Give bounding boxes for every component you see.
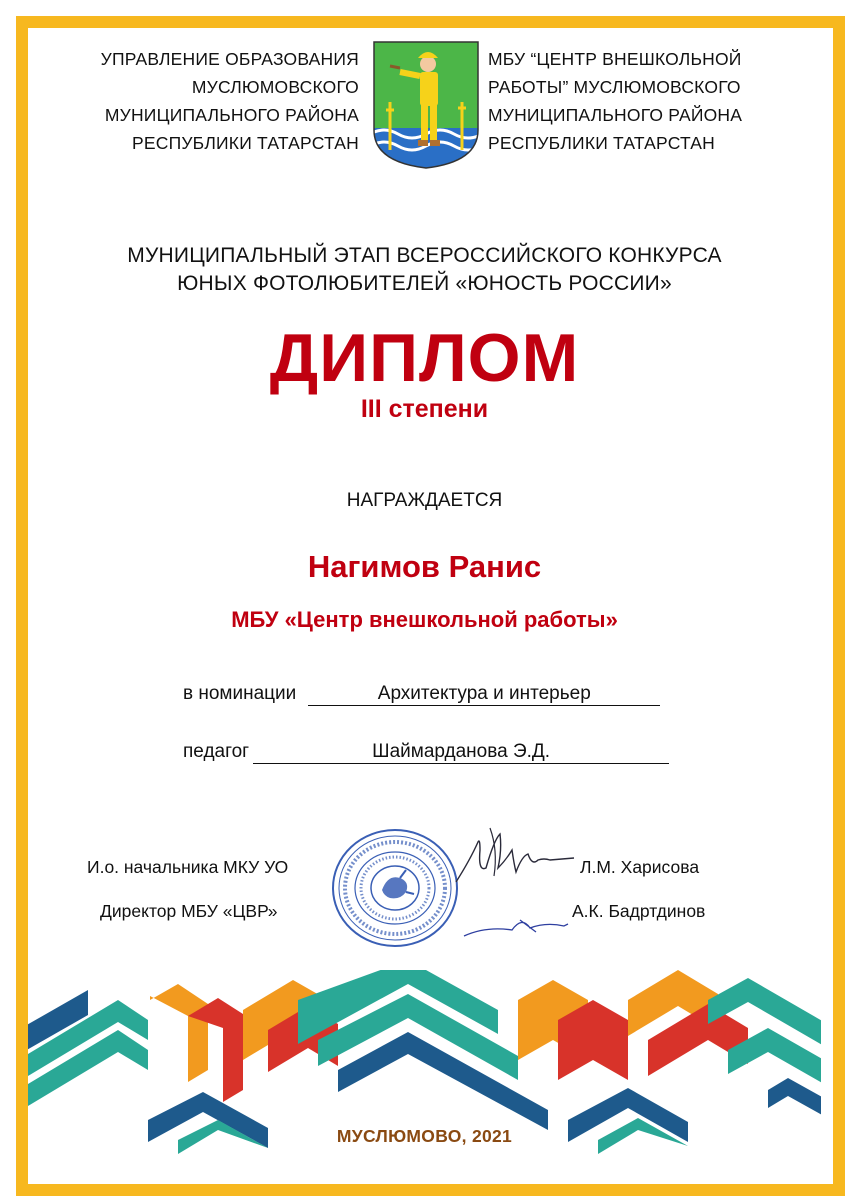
contest-title-line: МУНИЦИПАЛЬНЫЙ ЭТАП ВСЕРОССИЙСКОГО КОНКУРСА — [127, 244, 722, 267]
issuer-right-line: МБУ “ЦЕНТР ВНЕШКОЛЬНОЙ — [488, 49, 742, 69]
issuer-left-line: МУСЛЮМОВСКОГО — [191, 77, 359, 97]
signatory-2-position: Директор МБУ «ЦВР» — [100, 901, 278, 921]
issuer-right-block — [488, 45, 742, 157]
nomination-row — [183, 683, 660, 706]
teacher-value: Шаймарданова Э.Д. — [253, 741, 669, 764]
ornament-chevron-left — [28, 984, 243, 1112]
recipient-organization: МБУ «Центр внешкольной работы» — [231, 607, 618, 632]
municipal-coat-of-arms-icon — [370, 38, 482, 170]
issuer-left-line: УПРАВЛЕНИЕ ОБРАЗОВАНИЯ — [100, 49, 359, 69]
contest-title-line: ЮНЫХ ФОТОЛЮБИТЕЛЕЙ «ЮНОСТЬ РОССИИ» — [177, 272, 672, 295]
teacher-row — [183, 741, 669, 764]
round-seal-icon — [330, 826, 460, 950]
place-and-year: МУСЛЮМОВО, 2021 — [336, 1126, 513, 1146]
contest-title — [0, 242, 849, 298]
issuer-left-line: МУНИЦИПАЛЬНОГО РАЙОНА — [104, 105, 359, 125]
ornament-chevron-center — [243, 970, 628, 1130]
issuer-right-line: МУНИЦИПАЛЬНОГО РАЙОНА — [488, 105, 743, 125]
signatory-1-position: И.о. начальника МКУ УО — [87, 857, 289, 877]
signatory-1-name: Л.М. Харисова — [580, 857, 700, 877]
diploma-title: ДИПЛОМ — [269, 320, 580, 396]
issuer-left-block — [101, 45, 359, 157]
nomination-value: Архитектура и интерьер — [308, 683, 660, 706]
signatory-2-name: А.К. Бадртдинов — [572, 901, 706, 921]
awarded-caption: НАГРАЖДАЕТСЯ — [346, 490, 503, 511]
issuer-right-line: РЕСПУБЛИКИ ТАТАРСТАН — [488, 133, 716, 153]
recipient-name: Нагимов Ранис — [307, 549, 542, 584]
ornament-chevron-right — [628, 970, 821, 1120]
issuer-left-line: РЕСПУБЛИКИ ТАТАРСТАН — [131, 133, 359, 153]
issuer-right-line: РАБОТЫ” МУСЛЮМОВСКОГО — [488, 77, 741, 97]
teacher-label: педагог — [183, 741, 250, 762]
nomination-label: в номинации — [183, 683, 297, 704]
handwritten-signature-icon — [450, 820, 590, 950]
diploma-degree: III степени — [360, 395, 489, 423]
